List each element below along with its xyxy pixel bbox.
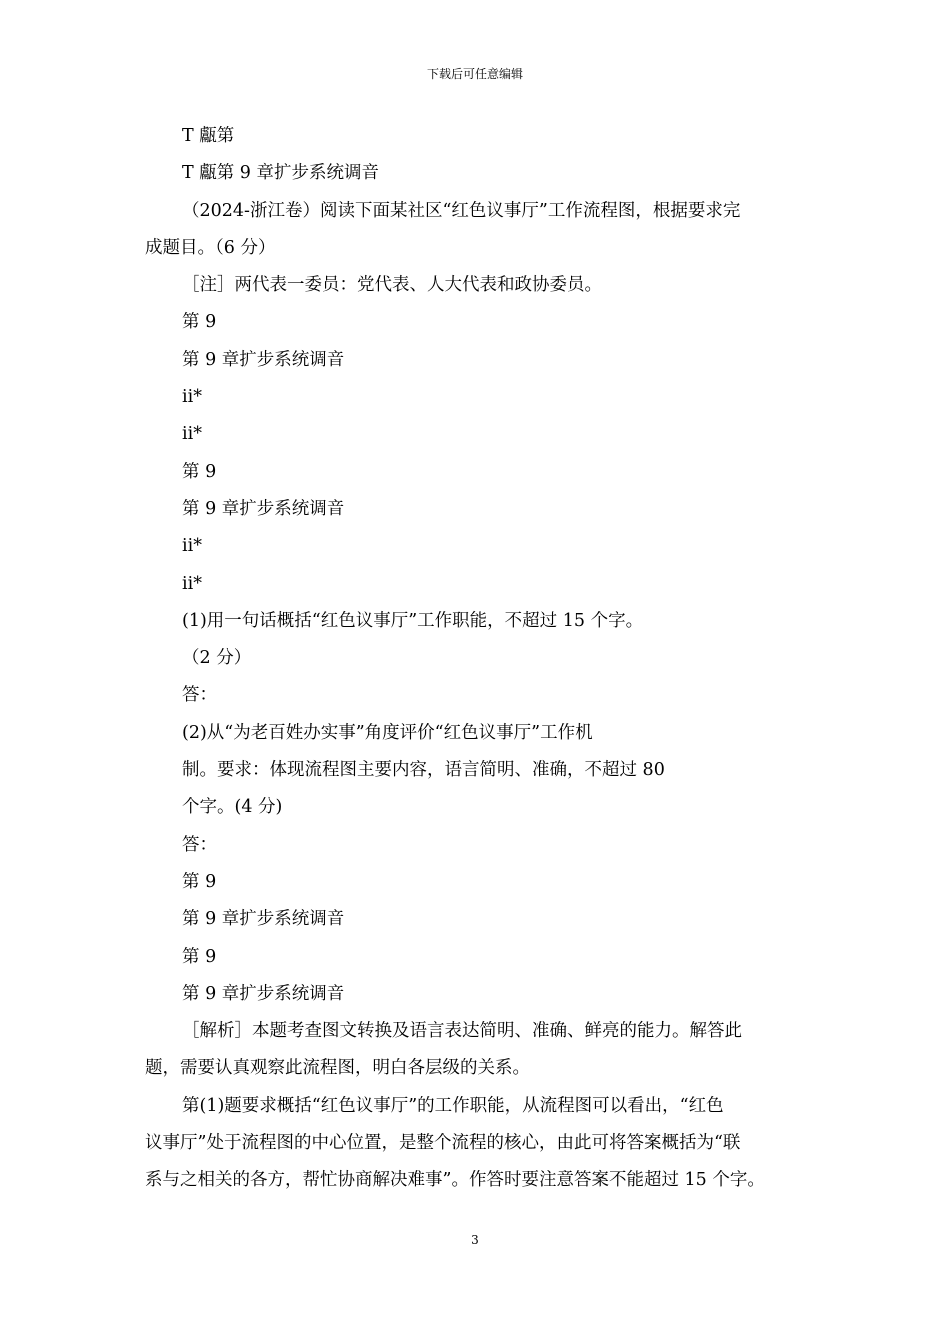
text-line: 议事厅”处于流程图的中心位置，是整个流程的核心，由此可将答案概括为“联 bbox=[145, 1133, 741, 1154]
text-line: ［注］两代表一委员：党代表、人大代表和政协委员。 bbox=[182, 275, 602, 296]
text-line: 第 9 bbox=[182, 312, 217, 333]
text-line: 个字。(4 分) bbox=[182, 797, 283, 818]
text-line: 系与之相关的各方，帮忙协商解决难事”。作答时要注意答案不能超过 15 个字。 bbox=[145, 1170, 765, 1191]
text-line: 题，需要认真观察此流程图，明白各层级的关系。 bbox=[145, 1058, 530, 1079]
text-line: T 甗第 bbox=[182, 126, 235, 146]
text-line: ii* bbox=[182, 424, 202, 445]
text-line: （2024-浙江卷）阅读下面某社区“红色议事厅”工作流程图，根据要求完 bbox=[182, 200, 741, 221]
text-line: (1)用一句话概括“红色议事厅”工作职能，不超过 15 个字。 bbox=[182, 610, 644, 631]
text-line: T 甗第 9 章扩步系统调音 bbox=[182, 163, 379, 184]
page-number: 3 bbox=[471, 1233, 479, 1247]
text-line: 第 9 bbox=[182, 461, 217, 482]
text-line: ii* bbox=[182, 536, 202, 557]
text-line: 答： bbox=[182, 834, 217, 855]
page-header: 下载后可任意编辑 bbox=[426, 67, 523, 81]
text-line: ［解析］本题考查图文转换及语言表达简明、准确、鲜亮的能力。解答此 bbox=[182, 1021, 742, 1042]
text-line: ii* bbox=[182, 573, 202, 594]
text-line: 第 9 章扩步系统调音 bbox=[182, 983, 345, 1004]
text-line: (2)从“为老百姓办实事”角度评价“红色议事厅”工作机 bbox=[182, 722, 593, 743]
text-line: 成题目。（6 分） bbox=[145, 237, 276, 258]
document-body bbox=[145, 118, 825, 1200]
text-line: 第 9 bbox=[182, 871, 217, 892]
text-line: 制。要求：体现流程图主要内容，语言简明、准确，不超过 80 bbox=[182, 760, 665, 781]
text-line: （2 分） bbox=[182, 648, 252, 669]
text-line: 第 9 bbox=[182, 946, 217, 967]
text-line: 第 9 章扩步系统调音 bbox=[182, 349, 345, 370]
text-line: ii* bbox=[182, 387, 202, 408]
text-line: 第(1)题要求概括“红色议事厅”的工作职能，从流程图可以看出，“红色 bbox=[182, 1095, 724, 1116]
text-line: 第 9 章扩步系统调音 bbox=[182, 909, 345, 930]
text-line: 答： bbox=[182, 685, 217, 706]
text-line: 第 9 章扩步系统调音 bbox=[182, 498, 345, 519]
